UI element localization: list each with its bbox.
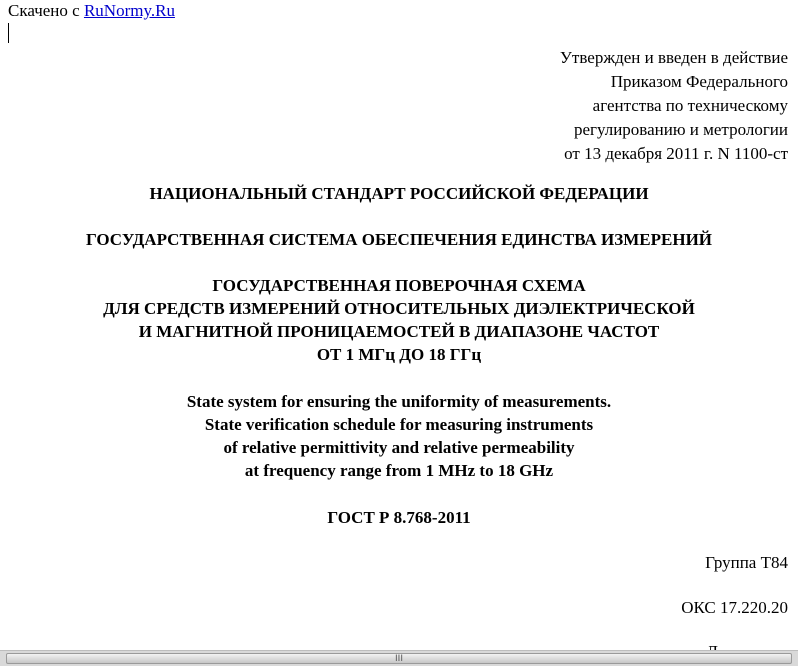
- english-title-line-1: State system for ensuring the uniformity of measurements.: [186, 392, 612, 411]
- russian-title-line-3: И МАГНИТНОЙ ПРОНИЦАЕМОСТЕЙ В ДИАПАЗОНЕ ЧАСТОТ: [138, 322, 660, 341]
- measurement-system-heading: ГОСУДАРСТВЕННАЯ СИСТЕМА ОБЕСПЕЧЕНИЯ ЕДИНСТВА ИЗМЕРЕНИЙ: [85, 230, 713, 249]
- text-cursor: [8, 23, 9, 43]
- approval-line-4: регулированию и метрологии: [573, 120, 788, 139]
- partial-next-line: [706, 640, 718, 650]
- download-source-line: [8, 1, 175, 21]
- approval-line-1: Утвержден и введен в действие: [559, 48, 788, 67]
- national-standard-heading: НАЦИОНАЛЬНЫЙ СТАНДАРТ РОССИЙСКОЙ ФЕДЕРАЦИИ: [149, 184, 649, 203]
- approval-block: [458, 46, 788, 166]
- russian-title-line-4: ОТ 1 МГц ДО 18 ГГц: [316, 345, 482, 364]
- english-title-line-4: at frequency range from 1 MHz to 18 GHz: [244, 461, 554, 480]
- download-prefix: Скачено с: [8, 1, 80, 20]
- horizontal-scrollbar[interactable]: [0, 650, 798, 666]
- approval-line-3: агентства по техническому: [592, 96, 788, 115]
- runormy-link[interactable]: RuNormy.Ru: [83, 1, 175, 20]
- english-title-line-3: of relative permittivity and relative permeability: [223, 438, 575, 457]
- group-code: Группа Т84: [705, 553, 788, 572]
- scrollbar-grip-icon: III: [395, 654, 403, 664]
- english-title-block: [0, 390, 798, 482]
- russian-title-block: [0, 274, 798, 366]
- russian-title-line-1: ГОСУДАРСТВЕННАЯ ПОВЕРОЧНАЯ СХЕМА: [212, 276, 586, 295]
- approval-line-5: от 13 декабря 2011 г. N 1100-ст: [564, 144, 788, 163]
- standard-code: ГОСТ Р 8.768-2011: [327, 508, 471, 527]
- russian-title-line-2: ДЛЯ СРЕДСТВ ИЗМЕРЕНИЙ ОТНОСИТЕЛЬНЫХ ДИЭЛЕКТРИЧЕСКОЙ: [103, 299, 695, 318]
- scrollbar-thumb[interactable]: [6, 653, 792, 664]
- english-title-line-2: State verification schedule for measuring instruments: [204, 415, 594, 434]
- oks-code: ОКС 17.220.20: [681, 598, 788, 617]
- approval-line-2: Приказом Федерального: [610, 72, 788, 91]
